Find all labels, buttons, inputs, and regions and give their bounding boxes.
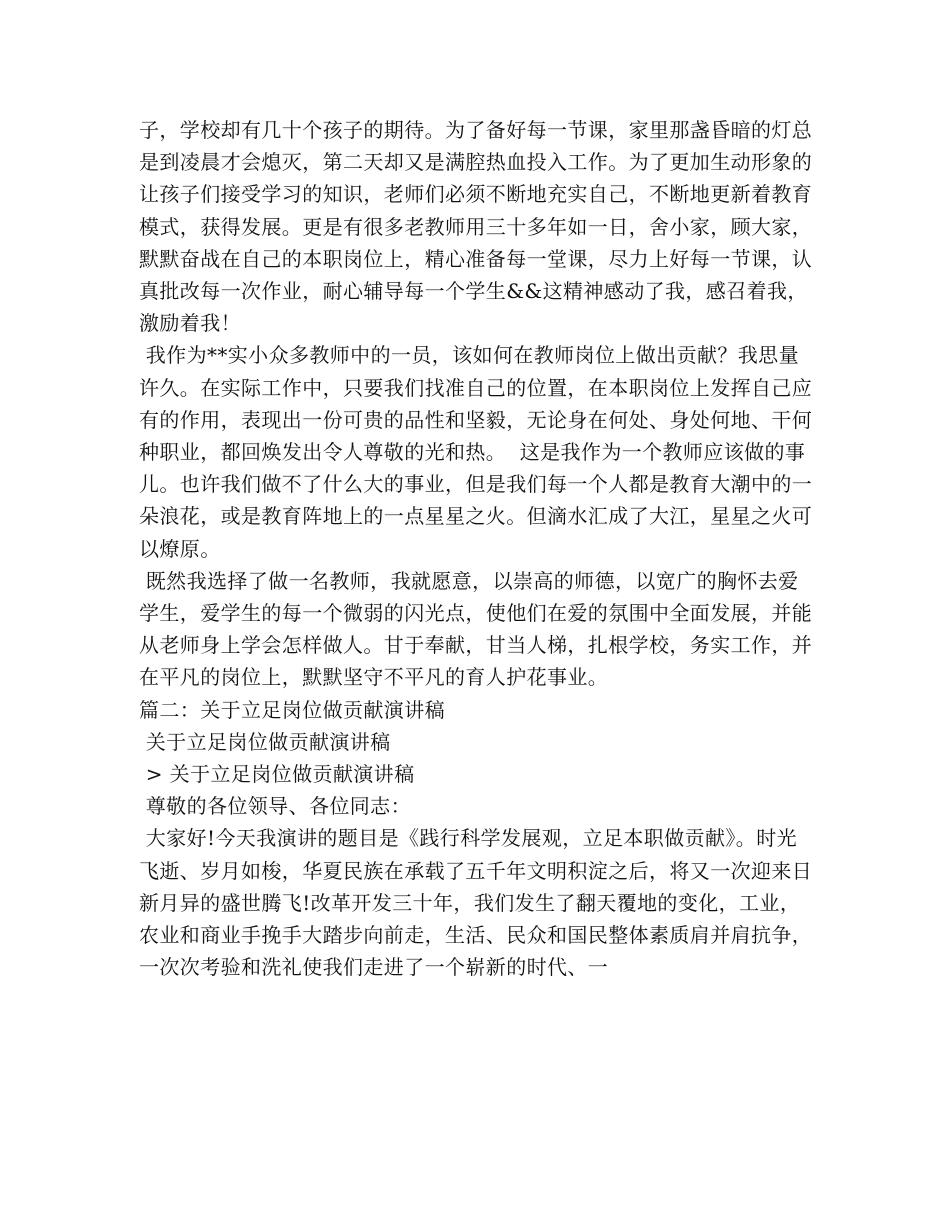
paragraph-teachers-dedication: 子，学校却有几十个孩子的期待。为了备好每一节课，家里那盏昏暗的灯总是到凌晨才会熄灭，第二天却又是满腔热血投入工作。为了更加生动形象的让孩子们接受学习的知识，老师们必须不断地充实自己，不断地更新着教育模式，获得发展。更是有很多老教师用三十多年如一日，舍小家，顾大家，默默奋战在自己的本职岗位上，精心准备每一堂课，尽力上好每一节课，认真批改每一次作业，耐心辅导每一个学生&&这精神感动了我，感召着我，激励着我！ [139,118,813,336]
paragraph-my-contribution: 我作为**实小众多教师中的一员，该如何在教师岗位上做出贡献？我思量许久。在实际工作中，只要我们找准自己的位置，在本职岗位上发挥自己应有的作用，表现出一份可贵的品性和坚毅，无论身在何处、身处何地、干何种职业，都回焕发出令人尊敬的光和热。 这是我作为一个教师应该做的事儿。也许我们做不了什么大的事业，但是我们每一个人都是教育大潮中的一朵浪花，或是教育阵地上的一点星星之火。但滴水汇成了大江，星星之火可以燎原。 [139,343,813,561]
speech-subtitle: > 关于立足岗位做贡献演讲稿 [139,762,415,787]
document-page [139,114,813,983]
section-heading: 篇二：关于立足岗位做贡献演讲稿 [139,697,445,722]
paragraph-speech-opening: 大家好!今天我演讲的题目是《践行科学发展观，立足本职做贡献》。时光飞逝、岁月如梭，华夏民族在承载了五千年文明积淀之后，将又一次迎来日新月异的盛世腾飞!改革开发三十年，我们发生了翻天覆地的变化，工业，农业和商业手挽手大踏步向前走，生活、民众和国民整体素质肩并肩抗争，一次次考验和洗礼使我们走进了一个崭新的时代、一 [139,826,813,980]
paragraph-choosing-teaching: 既然我选择了做一名教师，我就愿意，以崇高的师德，以宽广的胸怀去爱学生，爱学生的每一个微弱的闪光点，使他们在爱的氛围中全面发展，并能从老师身上学会怎样做人。甘于奉献，甘当人梯，扎根学校，务实工作，并在平凡的岗位上，默默坚守不平凡的育人护花事业。 [139,568,813,690]
speech-title: 关于立足岗位做贡献演讲稿 [139,729,391,754]
salutation: 尊敬的各位领导、各位同志： [139,794,411,819]
